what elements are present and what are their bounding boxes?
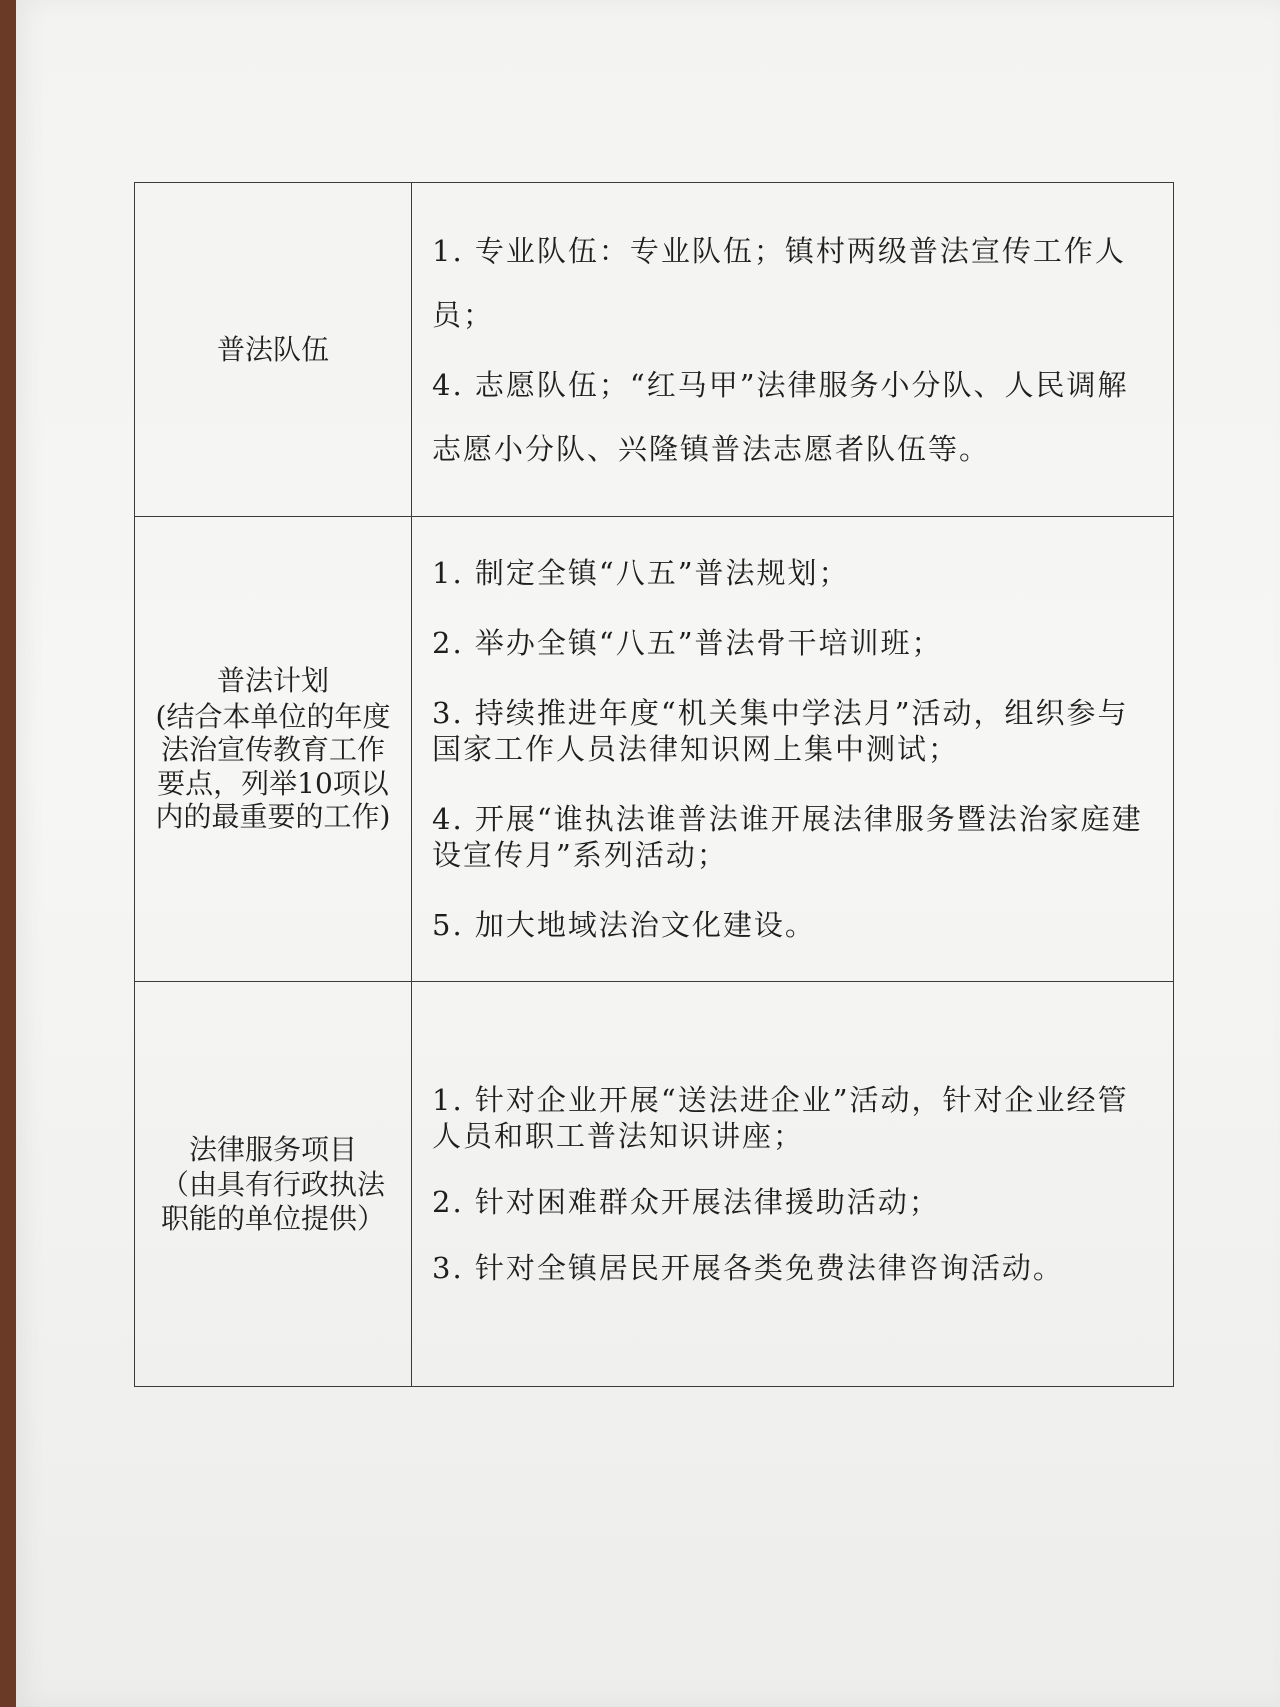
row-note: （由具有行政执法职能的单位提供） [160,1168,385,1235]
table-row [135,982,1174,1387]
table-content-cell [412,982,1174,1387]
list-item: 1. 专业队伍：专业队伍；镇村两级普法宣传工作人员； [432,233,1126,332]
table-row [135,183,1174,517]
list-item: 2. 举办全镇“八五”普法骨干培训班； [432,626,943,660]
table-content-cell [412,183,1174,517]
table-row [135,517,1174,982]
row-label: 普法计划 [216,664,329,698]
table-label-cell [135,982,412,1387]
list-item: 1. 针对企业开展“送法进企业”活动，针对企业经管人员和职工普法知识讲座； [432,1083,1129,1153]
paper-sheet [16,0,1280,1707]
list-item: 3. 针对全镇居民开展各类免费法律咨询活动。 [432,1251,1064,1285]
list-item: 4. 开展“谁执法谁普法谁开展法律服务暨法治家庭建设宣传月”系列活动； [432,802,1143,872]
list-item: 1. 制定全镇“八五”普法规划； [432,556,850,590]
list-item: 5. 加大地域法治文化建设。 [432,908,816,942]
row-label: 普法队伍 [216,332,329,366]
document-table [134,182,1174,1387]
table-label-cell [135,517,412,982]
table-content-cell [412,517,1174,982]
row-note: (结合本单位的年度法治宣传教育工作要点，列举10项以内的最重要的工作) [155,699,391,834]
list-item: 2. 针对困难群众开展法律援助活动； [432,1185,940,1219]
row-label: 法律服务项目 [188,1132,357,1166]
list-item: 3. 持续推进年度“机关集中学法月”活动，组织参与国家工作人员法律知识网上集中测试； [432,696,1129,766]
table-label-cell [135,183,412,517]
list-item: 4. 志愿队伍；“红马甲”法律服务小分队、人民调解志愿小分队、兴隆镇普法志愿者队伍等。 [432,367,1129,466]
